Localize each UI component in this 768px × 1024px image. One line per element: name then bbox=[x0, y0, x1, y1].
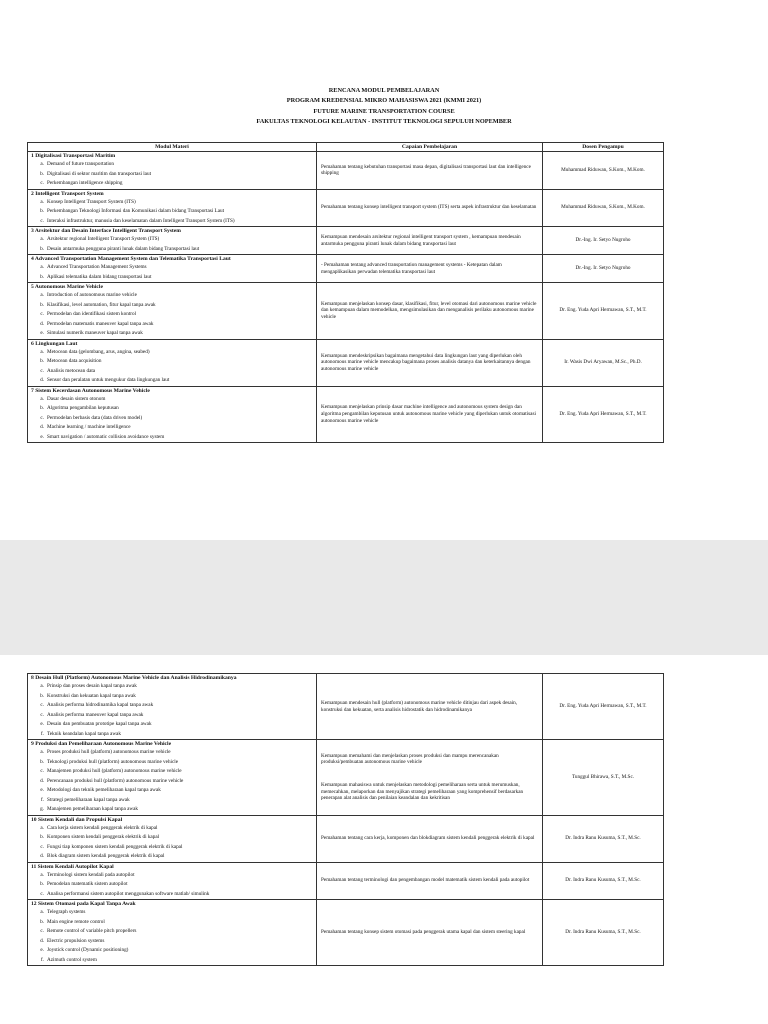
list-item-marker: b. bbox=[40, 358, 44, 364]
table-row bbox=[28, 339, 664, 386]
list-item-text: Teknik keandalan kapal tanpa awak bbox=[47, 730, 121, 737]
list-item-text: Desain dan pembuatan prototipe kapal tanpa awak bbox=[47, 721, 152, 727]
list-item-marker: g. bbox=[40, 806, 44, 812]
module-materi-cell bbox=[28, 189, 317, 227]
table-row bbox=[28, 189, 664, 227]
list-item-text: Telegraph systems bbox=[47, 909, 86, 915]
module-table-continued bbox=[27, 673, 664, 966]
column-header-capaian: Capaian Pembelajaran bbox=[317, 143, 543, 152]
capaian-text: Pemahaman tentang cara kerja, komponen dan blokdiagram sistem kendali penggerak elektrik di kapal bbox=[321, 835, 535, 842]
list-item-text: Komponen sistem kendali penggerak elektrik di kapal bbox=[47, 834, 160, 840]
table-row bbox=[28, 900, 664, 966]
list-item-text: Perkembangan intelligence shipping bbox=[47, 180, 123, 186]
list-item bbox=[28, 198, 316, 208]
list-item-marker: d. bbox=[40, 424, 44, 430]
list-item bbox=[28, 824, 316, 834]
list-item-text: Metodologi dan teknik pemeliharaan kapal tanpa awak bbox=[47, 787, 161, 793]
list-item-text: Analisis performa hidrodinamika kapal tanpa awak bbox=[47, 702, 154, 708]
module-dosen-cell: Muhammad Riduwan, S.Kom., M.Kom. bbox=[543, 152, 664, 190]
list-item bbox=[28, 291, 316, 301]
list-item-marker: f. bbox=[40, 796, 44, 803]
list-item-text: Analisa performansi sistem autopilot menggunakan software matlab/ simulink bbox=[47, 890, 210, 897]
list-item-text: Joystick control (Dynamic positioning) bbox=[47, 947, 129, 953]
list-item bbox=[28, 217, 316, 227]
list-item-marker: c. bbox=[40, 890, 44, 897]
module-capaian-cell bbox=[317, 740, 543, 816]
module-title: 2 Intelligent Transport System bbox=[31, 190, 104, 197]
list-item-text: Blok diagram sistem kendali penggerak elektrik di kapal bbox=[47, 853, 165, 859]
list-item-text: Prinsip dan proses desain kapal tanpa awak bbox=[47, 683, 137, 689]
list-item-text: Introduction of autonomous marine vehicle bbox=[47, 292, 137, 298]
module-dosen-cell: Dr. Indra Ranu Kusuma, S.T., M.Sc. bbox=[543, 900, 664, 966]
list-item-text: Manajemen produksi hull (platform) autonomous marine vehicle bbox=[47, 768, 182, 774]
list-item-text: Permodelan berbasis data (data driven model) bbox=[47, 414, 143, 421]
module-title: 9 Produksi dan Pemeliharaan Autonomous Marine Vehicle bbox=[31, 741, 172, 747]
list-item-text: Klasifikasi, level automation, fitur kapal tanpa awak bbox=[47, 301, 156, 308]
module-dosen-cell: Dr. Eng. Yuda Apri Hermawan, S.T., M.T. bbox=[543, 283, 664, 340]
list-item-text: Smart navigation / automatic collision avoidance system bbox=[47, 433, 165, 440]
list-item-marker: c. bbox=[40, 768, 44, 774]
list-item bbox=[28, 777, 316, 787]
list-item-marker: b. bbox=[40, 245, 44, 252]
module-title: 7 Sistem Kecerdasan Autonomous Marine Vehicle bbox=[31, 387, 150, 394]
list-item bbox=[28, 833, 316, 843]
list-item bbox=[28, 207, 316, 217]
list-item-text: Fungsi tiap komponen sistem kendali penggerak elektrik di kapal bbox=[47, 843, 183, 850]
table-header-row bbox=[28, 143, 664, 152]
list-item-marker: b. bbox=[40, 692, 44, 699]
list-item-marker: a. bbox=[40, 236, 44, 242]
list-item-marker: e. bbox=[40, 947, 44, 953]
list-item bbox=[28, 160, 316, 170]
list-item bbox=[28, 376, 316, 386]
module-capaian-cell bbox=[317, 283, 543, 340]
list-item-marker: a. bbox=[40, 824, 44, 831]
list-item bbox=[28, 357, 316, 367]
capaian-text-secondary: Kemampuan mahasiswa untuk menjelaskan metodologi pemeliharaan serta untuk merumuskan, memecahkan, melaporkan dan menyajikan strategi pemeliharaan yang komprehensif berdasarkan penerapan alat analisis dan penilaian keandalan dan kekritisan bbox=[321, 781, 524, 802]
module-dosen-cell: Dr. Indra Ranu Kusuma, S.T., M.Sc. bbox=[543, 862, 664, 900]
list-item-text: Aplikasi telematika dalam bidang transportasi laut bbox=[47, 273, 152, 280]
module-dosen-cell: Ir. Wasis Dwi Aryawan, M.Sc., Ph.D. bbox=[543, 339, 664, 386]
list-item-marker: b. bbox=[40, 273, 44, 280]
module-materi-cell bbox=[28, 152, 317, 190]
list-item-marker: c. bbox=[40, 414, 44, 421]
list-item bbox=[28, 433, 316, 443]
module-materi-cell bbox=[28, 227, 317, 255]
table-row bbox=[28, 740, 664, 816]
capaian-text: - Pemahaman tentang advanced transportation management systems - Ketepatan dalam mengaplikasikan perwadan telematika transportasi laut bbox=[321, 261, 502, 275]
capaian-text: Pemahaman tentang konsep intelligent transport system (ITS) serta aspek infrastruktur dan keselamatan bbox=[321, 204, 537, 211]
capaian-text: Kemampuan memahami dan menjelaskan proses produksi dan mampu merencanakan produksi/pembuatan autonomous marine vehicle bbox=[321, 752, 499, 766]
module-dosen-cell: Dr.-Ing. Ir. Setyo Nugroho bbox=[543, 227, 664, 255]
table-row bbox=[28, 862, 664, 900]
list-item bbox=[28, 170, 316, 180]
table-row bbox=[28, 674, 664, 740]
list-item-text: Teknologi produksi hull (platform) autonomous marine vehicle bbox=[47, 758, 179, 765]
list-item-text: Arsitektur regional Intelligent Transport System (ITS) bbox=[47, 236, 160, 242]
list-item bbox=[28, 711, 316, 721]
list-item-text: Dasar desain sistem otonom bbox=[47, 395, 106, 402]
list-item-marker: b. bbox=[40, 170, 44, 177]
list-item bbox=[28, 692, 316, 702]
list-item-text: Permodelan matematis maneuver kapal tanpa awak bbox=[47, 320, 154, 327]
module-materi-cell bbox=[28, 283, 317, 340]
module-materi-cell bbox=[28, 255, 317, 283]
list-item-marker: c. bbox=[40, 702, 44, 708]
list-item-marker: a. bbox=[40, 909, 44, 915]
list-item bbox=[28, 956, 316, 966]
list-item-text: Remote control of variable pitch propellers bbox=[47, 928, 137, 934]
list-item-marker: d. bbox=[40, 853, 44, 859]
list-item bbox=[28, 880, 316, 890]
table-row bbox=[28, 386, 664, 443]
module-title: 5 Autonomous Marine Vehicle bbox=[31, 284, 103, 290]
list-item-text: Manajemen pemeliharaan kapal tanpa awak bbox=[47, 806, 139, 812]
header-course: FUTURE MARINE TRANSPORTATION COURSE bbox=[313, 107, 455, 115]
list-item-text: Terminologi sistem kendali pada autopilot bbox=[47, 871, 135, 878]
list-item-text: Perkembangan Teknologi Informasi dan Komunikasi dalam bidang Transportasi Laut bbox=[47, 208, 225, 214]
list-item-text: Analisis performa maneuver kapal tanpa awak bbox=[47, 711, 144, 718]
document-header bbox=[0, 86, 768, 128]
list-item-text: Konstruksi dan kekuatan kapal tanpa awak bbox=[47, 692, 136, 699]
list-item bbox=[28, 301, 316, 311]
module-materi-cell bbox=[28, 674, 317, 740]
list-item bbox=[28, 908, 316, 918]
module-materi-cell bbox=[28, 386, 317, 443]
list-item bbox=[28, 404, 316, 414]
list-item-marker: a. bbox=[40, 198, 44, 205]
column-header-dosen: Dosen Pengampu bbox=[543, 143, 664, 152]
list-item bbox=[28, 805, 316, 815]
list-item-text: Algoritma pengambilan keputusan bbox=[47, 405, 119, 411]
module-title: 8 Desain Hull (Platform) Autonomous Marine Vehicle dan Analisis Hidrodinamikanya bbox=[31, 675, 237, 681]
list-item-text: Sensor dan peralatan untuk mengukur data lingkungan laut bbox=[47, 377, 170, 383]
list-item-text: Simulasi numerik maneuver kapal tanpa awak bbox=[47, 330, 143, 336]
list-item bbox=[28, 748, 316, 758]
module-title: 4 Advanced Transportation Management System dan Telematika Transportasi Laut bbox=[31, 256, 231, 262]
list-item bbox=[28, 918, 316, 928]
list-item bbox=[28, 758, 316, 768]
capaian-text: Kemampuan menjelaskan prinsip dasar machine intelligence and autonomous system design dan algoritma pengambilan keputusan untuk autonomous marine vehicle yang diperlukan untuk otomatisasi autonomous marine vehicle bbox=[321, 404, 536, 424]
list-item bbox=[28, 414, 316, 424]
list-item bbox=[28, 767, 316, 777]
list-item-text: Main engine remote control bbox=[47, 918, 105, 925]
module-dosen-cell: Dr.-Ing. Ir. Setyo Nugroho bbox=[543, 255, 664, 283]
list-item-marker: e. bbox=[40, 787, 44, 793]
list-item bbox=[28, 263, 316, 273]
list-item-marker: c. bbox=[40, 217, 44, 224]
list-item bbox=[28, 320, 316, 330]
list-item-marker: b. bbox=[40, 208, 44, 214]
list-item-marker: a. bbox=[40, 683, 44, 689]
list-item bbox=[28, 796, 316, 806]
list-item-marker: a. bbox=[40, 395, 44, 402]
module-capaian-cell bbox=[317, 339, 543, 386]
module-capaian-cell bbox=[317, 862, 543, 900]
list-item-text: Metocean data (gelombang, arus, angina, seabed) bbox=[47, 348, 150, 355]
capaian-text: Pemahaman tentang terminologi dan pengembangan model matematik sistem kendali pada autopilot bbox=[321, 877, 530, 884]
list-item bbox=[28, 348, 316, 358]
list-item-marker: c. bbox=[40, 843, 44, 850]
list-item-marker: b. bbox=[40, 918, 44, 925]
list-item bbox=[28, 786, 316, 796]
list-item-text: Cara kerja sistem kendali penggerak elektrik di kapal bbox=[47, 824, 158, 831]
capaian-text: Kemampuan menjelaskan konsep dasar, klasifikasi, fitur, level otomasi dari autonomous marine vehicle dan kemampuan dalam memodelkan, mengsimulasikan dan menganalisis perilaku autonomous marine vehicle bbox=[321, 300, 537, 321]
module-title: 11 Sistem Kendali Autopilot Kapal bbox=[31, 863, 114, 870]
list-item bbox=[28, 310, 316, 320]
list-item-text: Desain antarmuka pengguna piranti lunak dalam bidang Transportasi laut bbox=[47, 245, 200, 252]
list-item-marker: d. bbox=[40, 777, 44, 784]
list-item-text: Konsep Intelligent Transport System (ITS) bbox=[47, 198, 136, 205]
list-item-marker: b. bbox=[40, 405, 44, 411]
list-item bbox=[28, 395, 316, 405]
list-item bbox=[28, 927, 316, 937]
list-item-marker: a. bbox=[40, 871, 44, 878]
list-item bbox=[28, 937, 316, 947]
capaian-text: Pemahaman tentang konsep sistem otomasi pada penggerak utama kapal dan sistem steering kapal bbox=[321, 929, 526, 936]
list-item-marker: c. bbox=[40, 711, 44, 718]
list-item-text: Electric propulsion systems bbox=[47, 937, 105, 944]
list-item-marker: a. bbox=[40, 264, 44, 270]
module-capaian-cell bbox=[317, 189, 543, 227]
list-item-marker: a. bbox=[40, 292, 44, 298]
list-item-text: Perencanaan produksi hull (platform) autonomous marine vehicle bbox=[47, 777, 184, 784]
table-row bbox=[28, 255, 664, 283]
list-item-marker: e. bbox=[40, 721, 44, 727]
list-item bbox=[28, 730, 316, 740]
list-item bbox=[28, 682, 316, 692]
list-item bbox=[28, 329, 316, 339]
list-item-marker: d. bbox=[40, 377, 44, 383]
capaian-text: Kemampuan mendesain arsitektur regional intelligent transport system , kemampuan mendesain antarmuka pengguna piranti lunak dalam bidang transportasi laut bbox=[321, 233, 521, 247]
list-item-marker: f. bbox=[40, 730, 44, 737]
list-item bbox=[28, 843, 316, 853]
table-row bbox=[28, 815, 664, 862]
list-item-text: Machine learning / machine intelligence bbox=[47, 424, 131, 430]
list-item bbox=[28, 273, 316, 283]
list-item-marker: d. bbox=[40, 937, 44, 944]
list-item-marker: a. bbox=[40, 348, 44, 355]
list-item-marker: e. bbox=[40, 330, 44, 336]
module-materi-cell bbox=[28, 815, 317, 862]
table-row bbox=[28, 152, 664, 190]
list-item bbox=[28, 367, 316, 377]
list-item-text: Digitalisasi di sektor maritim dan transportasi laut bbox=[47, 170, 152, 177]
list-item-text: Metocean data acquisition bbox=[47, 358, 102, 364]
list-item-text: Analisis metocean data bbox=[47, 367, 96, 374]
list-item bbox=[28, 701, 316, 711]
list-item-marker: f. bbox=[40, 956, 44, 963]
list-item-marker: c. bbox=[40, 928, 44, 934]
list-item-marker: e. bbox=[40, 433, 44, 440]
list-item bbox=[28, 946, 316, 956]
list-item-marker: b. bbox=[40, 758, 44, 765]
module-title: 12 Sistem Otomasi pada Kapal Tanpa Awak bbox=[31, 901, 136, 907]
list-item bbox=[28, 245, 316, 255]
module-dosen-cell: Dr. Indra Ranu Kusuma, S.T., M.Sc. bbox=[543, 815, 664, 862]
column-header-materi: Modul Materi bbox=[28, 143, 317, 152]
module-materi-cell bbox=[28, 900, 317, 966]
module-title: 3 Arsitektur dan Desain Interface Intelligent Transport System bbox=[31, 228, 181, 234]
module-dosen-cell: Dr. Eng. Yuda Apri Hermawan, S.T., M.T. bbox=[543, 386, 664, 443]
list-item bbox=[28, 890, 316, 900]
list-item bbox=[28, 179, 316, 189]
module-capaian-cell bbox=[317, 152, 543, 190]
capaian-text: Kemampuan mendeskripsikan bagaimana mengetahui data lingkungan laut yang diperlukan oleh autonomous marine vehicle mencakup bagaimana proses analisis datanya dan keterkaitannya dengan autonomous marine vehicle bbox=[321, 352, 531, 372]
module-capaian-cell bbox=[317, 386, 543, 443]
list-item bbox=[28, 852, 316, 862]
module-materi-cell bbox=[28, 862, 317, 900]
list-item-text: Strategi pemeliharaan kapal tanpa awak bbox=[47, 796, 130, 803]
list-item-marker: b. bbox=[40, 301, 44, 308]
list-item-marker: a. bbox=[40, 749, 44, 755]
list-item-text: Advanced Transportation Management Systems bbox=[47, 264, 147, 270]
list-item-marker: d. bbox=[40, 320, 44, 327]
module-capaian-cell bbox=[317, 227, 543, 255]
capaian-text: Pemahaman tentang kebutuhan transportasi masa depan, digitalisasi transportasi laut dan intelligence shipping bbox=[321, 163, 531, 177]
list-item-text: Pemodelan matematik sistem autopilot bbox=[47, 881, 128, 887]
list-item-text: Azimuth control system bbox=[47, 956, 97, 963]
module-dosen-cell: Muhammad Riduwan, S.Kom., M.Kom. bbox=[543, 189, 664, 227]
list-item-marker: c. bbox=[40, 311, 44, 317]
header-faculty: FAKULTAS TEKNOLOGI KELAUTAN - INSTITUT TEKNOLOGI SEPULUH NOPEMBER bbox=[256, 118, 512, 126]
list-item-marker: b. bbox=[40, 881, 44, 887]
module-materi-cell bbox=[28, 339, 317, 386]
list-item bbox=[28, 720, 316, 730]
list-item-text: Demand of future transportation bbox=[47, 161, 114, 167]
list-item-text: Proses produksi hull (platform) autonomous marine vehicle bbox=[47, 749, 171, 755]
module-dosen-cell: Tunggul Bhirawa, S.T., M.Sc. bbox=[543, 740, 664, 816]
list-item-marker: b. bbox=[40, 834, 44, 840]
list-item-marker: c. bbox=[40, 180, 44, 186]
table-row bbox=[28, 283, 664, 340]
module-table bbox=[27, 142, 664, 443]
header-title: RENCANA MODUL PEMBELAJARAN bbox=[328, 87, 440, 94]
module-title: 10 Sistem Kendali dan Propulsi Kapal bbox=[31, 816, 123, 823]
list-item-marker: c. bbox=[40, 367, 44, 374]
module-materi-cell bbox=[28, 740, 317, 816]
module-capaian-cell bbox=[317, 255, 543, 283]
module-capaian-cell bbox=[317, 900, 543, 966]
list-item bbox=[28, 871, 316, 881]
module-dosen-cell: Dr. Eng. Yuda Apri Hermawan, S.T., M.T. bbox=[543, 674, 664, 740]
list-item-text: Interaksi infrastruktur, manusia dan keselamatan dalam Intelligent Transport System (ITS) bbox=[47, 217, 235, 224]
list-item bbox=[28, 423, 316, 433]
list-item-text: Permodelan dan identifikasi sistem kontrol bbox=[47, 311, 137, 317]
module-capaian-cell bbox=[317, 815, 543, 862]
table-row bbox=[28, 227, 664, 255]
module-title: 1 Digitalisasi Transportasi Maritim bbox=[31, 153, 116, 159]
capaian-text: Kemampuan mendesain hull (platform) autonomous marine vehicle ditinjau dari aspek desain, konstruksi dan kekuatan, serta analisis hidrostatik dan hidrodinamikanya bbox=[321, 699, 518, 713]
document-page-2 bbox=[0, 655, 768, 1024]
header-program: PROGRAM KREDENSIAL MIKRO MAHASISWA 2021 (KMMI 2021) bbox=[286, 97, 482, 105]
list-item-marker: a. bbox=[40, 161, 44, 167]
list-item bbox=[28, 235, 316, 245]
module-capaian-cell bbox=[317, 674, 543, 740]
module-title: 6 Lingkungan Laut bbox=[31, 340, 78, 347]
